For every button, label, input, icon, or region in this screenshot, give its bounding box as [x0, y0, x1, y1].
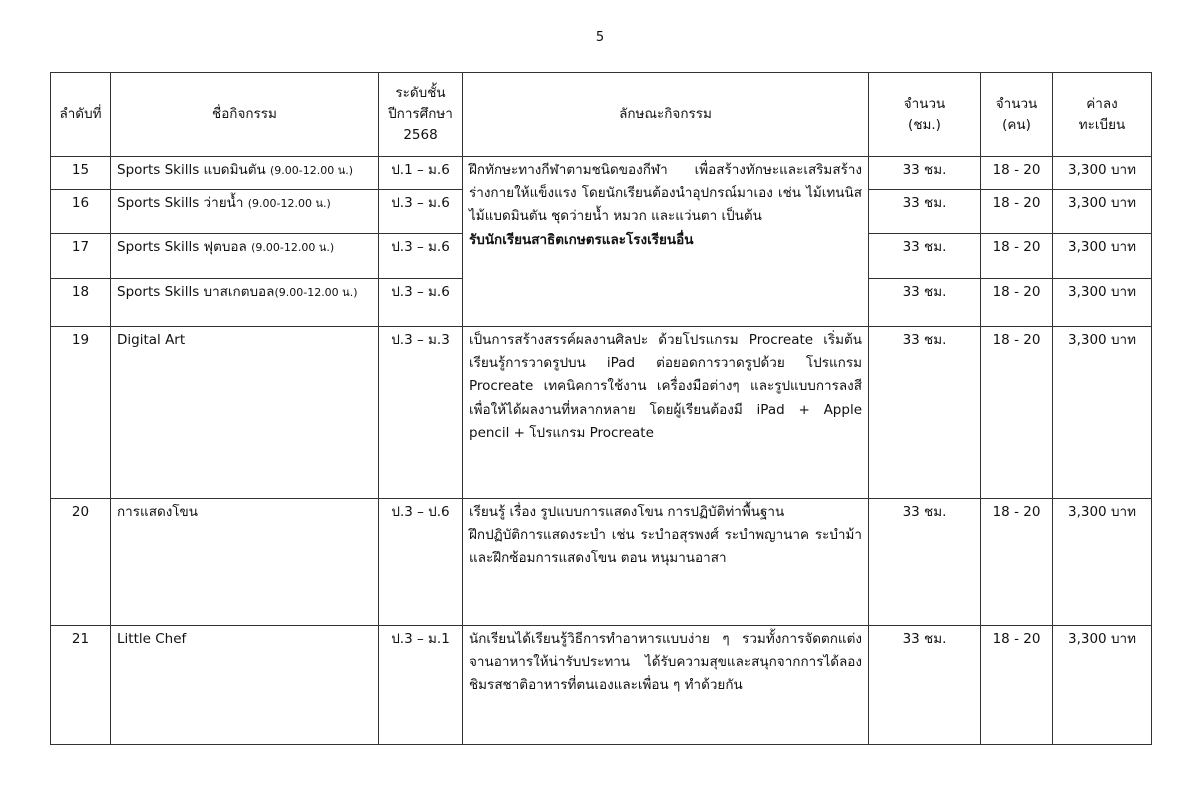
row-fee: 3,300 บาท [1053, 499, 1152, 626]
row-fee: 3,300 บาท [1053, 279, 1152, 327]
header-people-line2: (คน) [1002, 116, 1031, 133]
row-time: (9.00-12.00 น.) [251, 241, 335, 254]
row-level: ป.3 – ม.1 [379, 626, 463, 745]
row-name-text: Sports Skills แบดมินตัน [117, 162, 266, 178]
row-time: (9.00-12.00 น.) [247, 197, 331, 210]
row-name: Digital Art [111, 327, 379, 499]
header-fee-line1: ค่าลง [1086, 95, 1118, 112]
row-people: 18 - 20 [981, 234, 1053, 279]
row-name: การแสดงโขน [111, 499, 379, 626]
row-people: 18 - 20 [981, 157, 1053, 190]
table-row [51, 499, 1152, 626]
row-no: 15 [51, 157, 111, 190]
row-no: 16 [51, 190, 111, 234]
row-level: ป.3 – ม.6 [379, 234, 463, 279]
sports-description-cell [463, 157, 869, 327]
row-name: Little Chef [111, 626, 379, 745]
header-description: ลักษณะกิจกรรม [463, 73, 869, 157]
row-hours: 33 ชม. [869, 234, 981, 279]
page-number: 5 [595, 30, 605, 45]
header-people [981, 73, 1053, 157]
header-name: ชื่อกิจกรรม [111, 73, 379, 157]
row-fee: 3,300 บาท [1053, 234, 1152, 279]
row-people: 18 - 20 [981, 626, 1053, 745]
row-no: 17 [51, 234, 111, 279]
row-name [111, 190, 379, 234]
row-name [111, 157, 379, 190]
header-people-line1: จำนวน [995, 95, 1038, 112]
header-fee-line2: ทะเบียน [1078, 116, 1126, 133]
row-description: นักเรียนได้เรียนรู้วิธีการทำอาหารแบบง่าย ๆ รวมทั้งการจัดตกแต่งจานอาหารให้น่ารับประทาน ได้รับความสุขและสนุกจากการได้ลองชิมรสชาติอาหารที่ตนเองและเพื่อน ๆ ทำด้วยกัน [463, 626, 869, 745]
table-row [51, 626, 1152, 745]
row-people: 18 - 20 [981, 327, 1053, 499]
row-no: 21 [51, 626, 111, 745]
row-name [111, 234, 379, 279]
row-time: (9.00-12.00 น.) [270, 164, 354, 177]
header-level-line1: ระดับชั้น [395, 85, 446, 102]
row-time: (9.00-12.00 น.) [274, 286, 358, 299]
header-level-line2: ปีการศึกษา [388, 106, 453, 123]
table-header-row [51, 73, 1152, 157]
row-level: ป.3 – ม.3 [379, 327, 463, 499]
header-level [379, 73, 463, 157]
row-level: ป.3 – ม.6 [379, 279, 463, 327]
activities-table [50, 72, 1152, 745]
row-hours: 33 ชม. [869, 279, 981, 327]
row-description: เป็นการสร้างสรรค์ผลงานศิลปะ ด้วยโปรแกรม Procreate เริ่มต้นเรียนรู้การวาดรูปบน iPad ต่อยอดการวาดรูปด้วย โปรแกรม Procreate เทคนิคการใช้งาน เครื่องมือต่างๆ และรูปแบบการลงสีเพื่อให้ได้ผลงานที่หลากหลาย โดยผู้เรียนต้องมี iPad + Apple pencil + โปรแกรม Procreate [463, 327, 869, 499]
row-people: 18 - 20 [981, 499, 1053, 626]
row-hours: 33 ชม. [869, 157, 981, 190]
row-hours: 33 ชม. [869, 327, 981, 499]
row-description [463, 499, 869, 626]
row-name-text: Sports Skills ฟุตบอล [117, 239, 247, 255]
header-fee [1053, 73, 1152, 157]
sports-description-text: ฝึกทักษะทางกีฬาตามชนิดของกีฬา เพื่อสร้างทักษะและเสริมสร้างร่างกายให้แข็งแรง โดยนักเรียนต้องนำอุปกรณ์มาเอง เช่น ไม้เทนนิส ไม้แบดมินตัน ชุดว่ายน้ำ หมวก และแว่นตา เป็นต้น [469, 162, 862, 225]
row-level: ป.3 – ม.6 [379, 190, 463, 234]
row-people: 18 - 20 [981, 279, 1053, 327]
header-hours-line2: (ชม.) [908, 116, 941, 133]
header-level-line3: 2568 [403, 126, 438, 143]
sports-description-note: รับนักเรียนสาธิตเกษตรและโรงเรียนอื่น [469, 231, 694, 248]
row-hours: 33 ชม. [869, 190, 981, 234]
row-fee: 3,300 บาท [1053, 190, 1152, 234]
row-hours: 33 ชม. [869, 626, 981, 745]
row-level: ป.3 – ป.6 [379, 499, 463, 626]
row-description-line2: ฝึกปฏิบัติการแสดงระบำ เช่น ระบำอสุรพงศ์ ระบำพญานาค ระบำม้า และฝึกซ้อมการแสดงโขน ตอน หนุมานอาสา [469, 527, 862, 567]
header-no: ลำดับที่ [51, 73, 111, 157]
row-no: 20 [51, 499, 111, 626]
table-row [51, 327, 1152, 499]
row-fee: 3,300 บาท [1053, 626, 1152, 745]
row-no: 18 [51, 279, 111, 327]
row-fee: 3,300 บาท [1053, 157, 1152, 190]
header-hours-line1: จำนวน [903, 95, 946, 112]
header-hours [869, 73, 981, 157]
row-fee: 3,300 บาท [1053, 327, 1152, 499]
table-row [51, 157, 1152, 190]
row-name-text: Sports Skills ว่ายน้ำ [117, 195, 244, 211]
row-hours: 33 ชม. [869, 499, 981, 626]
row-description-line1: เรียนรู้ เรื่อง รูปแบบการแสดงโขน การปฏิบัติท่าพื้นฐาน [469, 504, 785, 520]
row-name-text: Sports Skills บาสเกตบอล [117, 284, 275, 300]
row-no: 19 [51, 327, 111, 499]
row-level: ป.1 – ม.6 [379, 157, 463, 190]
row-name [111, 279, 379, 327]
row-people: 18 - 20 [981, 190, 1053, 234]
